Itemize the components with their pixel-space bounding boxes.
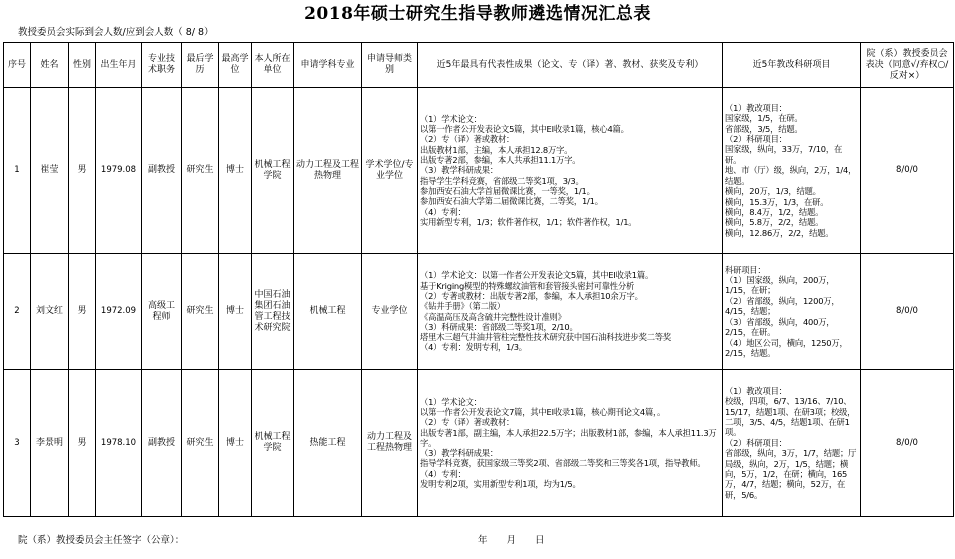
table-row	[4, 254, 954, 370]
page-title: 2018年硕士研究生指导教师遴选情况汇总表	[304, 4, 651, 24]
row-birth: 1979.08	[96, 88, 142, 254]
row-name: 崔莹	[31, 88, 69, 254]
row-gender: 男	[69, 88, 96, 254]
attendance-line: 教授委员会实际到会人数/应到会人数（ 8/ 8）	[18, 27, 214, 38]
header-name: 姓名	[31, 43, 69, 88]
summary-table	[3, 42, 954, 517]
row-degree: 博士	[219, 370, 252, 517]
row-index: 3	[4, 370, 31, 517]
row-category: 专业学位	[362, 254, 418, 370]
header-gender: 性别	[69, 43, 96, 88]
signature-label: 院（系）教授委员会主任签字（公章）：	[18, 535, 185, 546]
row-title: 高级工程师	[142, 254, 182, 370]
header-vote: 院（系）教授委员会表决（同意√/弃权○/反对×）	[861, 43, 954, 88]
row-birth: 1978.10	[96, 370, 142, 517]
row-category: 动力工程及工程热物理	[362, 370, 418, 517]
header-category: 申请导师类别	[362, 43, 418, 88]
row-education: 研究生	[182, 254, 219, 370]
row-index: 1	[4, 88, 31, 254]
date-label: 年 月 日	[478, 535, 545, 546]
row-discipline: 热能工程	[294, 370, 362, 517]
row-projects: 科研项目： （1）国家级，纵向，200万，1/15，在研； （2）省部级，纵向，1200万，4/15，结题； （3）省部级，纵向，400万，2/15，在研。 （4）地区公司，横向，1250万，2/15，结题。	[723, 254, 861, 370]
header-education: 最后学历	[182, 43, 219, 88]
row-achievements: （1）学术论文： 以第一作者公开发表论文7篇，其中EI收录1篇，核心期刊论文4篇，。 （2）专（译）著或教材： 出版专著1部，副主编，本人承担22.5万字；出版教材1部，参编，本人承担11.3万字。 （3）教学科研成果： 指导学科竞赛，获国家级三等奖2项、省部级二等奖和三等奖各1项，指导教师。 （4）专利： 发明专利2项，实用新型专利1项，均为1/5。	[418, 370, 723, 517]
row-title: 副教授	[142, 370, 182, 517]
row-projects: （1）教改项目： 校级，四项，6/7、13/16、7/10、15/17，结题1项、在研3项；校级，二项，3/5、4/5，结题1项、在研1项。 （2）科研项目： 省部级，纵向，3万，1/7，结题；厅局级，纵向，2万，1/5，结题；横向，5万，1/2，在研；横向，165万，4/7，结题；横向，52万，在研，5/6。	[723, 370, 861, 517]
row-gender: 男	[69, 370, 96, 517]
row-vote: 8/0/0	[861, 254, 954, 370]
header-row	[4, 43, 954, 88]
row-gender: 男	[69, 254, 96, 370]
row-achievements: （1）学术论文：以第一作者公开发表论文5篇，其中EI收录1篇。 基于Kriging模型的特殊螺纹油管和套管接头密封可靠性分析 （2）专著或教材：出版专著2部，参编，本人承担10余万字。 《钻井手册》（第二版） 《高温高压及高含硫井完整性设计准则》 （3）科研成果：省部级二等奖1项，2/10。 塔里木三超气井油井管柱完整性技术研究获中国石油科技进步奖二等奖 （4）专利：发明专利，1/3。	[418, 254, 723, 370]
row-title: 副教授	[142, 88, 182, 254]
header-achievements: 近5年最具有代表性成果（论文、专（译）著、教材、获奖及专利）	[418, 43, 723, 88]
row-degree: 博士	[219, 88, 252, 254]
row-discipline: 机械工程	[294, 254, 362, 370]
header-discipline: 申请学科专业	[294, 43, 362, 88]
row-discipline: 动力工程及工程热物理	[294, 88, 362, 254]
row-education: 研究生	[182, 88, 219, 254]
row-birth: 1972.09	[96, 254, 142, 370]
header-projects: 近5年教改科研项目	[723, 43, 861, 88]
row-vote: 8/0/0	[861, 88, 954, 254]
row-vote: 8/0/0	[861, 370, 954, 517]
header-birth: 出生年月	[96, 43, 142, 88]
row-unit: 机械工程学院	[252, 88, 294, 254]
row-education: 研究生	[182, 370, 219, 517]
header-index: 序号	[4, 43, 31, 88]
row-name: 刘文红	[31, 254, 69, 370]
row-index: 2	[4, 254, 31, 370]
row-unit: 中国石油集团石油管工程技术研究院	[252, 254, 294, 370]
row-degree: 博士	[219, 254, 252, 370]
header-unit: 本人所在单位	[252, 43, 294, 88]
row-unit: 机械工程学院	[252, 370, 294, 517]
footer	[18, 535, 545, 547]
row-name: 李景明	[31, 370, 69, 517]
row-projects: （1）教改项目： 国家级，1/5，在研。 省部级，3/5，结题。 （2）科研项目： 国家级，纵向，33万，7/10，在研。 地、市（厅）级，纵向，2万，1/4，结题。 横向，20万，1/3，结题。 横向，15.3万，1/3，在研。 横向，8.4万，1/2，结题。 横向，5.8万，2/2，结题。 横向，12.86万，2/2，结题。	[723, 88, 861, 254]
table-row	[4, 370, 954, 517]
table-row	[4, 88, 954, 254]
header-degree: 最高学位	[219, 43, 252, 88]
row-category: 学术学位/专业学位	[362, 88, 418, 254]
header-title: 专业技术职务	[142, 43, 182, 88]
row-achievements: （1）学术论文： 以第一作者公开发表论文5篇，其中EI收录1篇，核心4篇。 （2）专（译）著或教材： 出版教材1部，主编，本人承担12.8万字。 出版专著2部，参编，本人共承担11.1万字。 （3）教学科研成果： 指导学生学科竞赛，省部级二等奖1项，3/3。 参加西安石油大学首届微课比赛，一等奖，1/1。 参加西安石油大学第二届微课比赛，二等奖，1/1。 （4）专利： 实用新型专利，1/3；软件著作权，1/1；软件著作权，1/1。	[418, 88, 723, 254]
